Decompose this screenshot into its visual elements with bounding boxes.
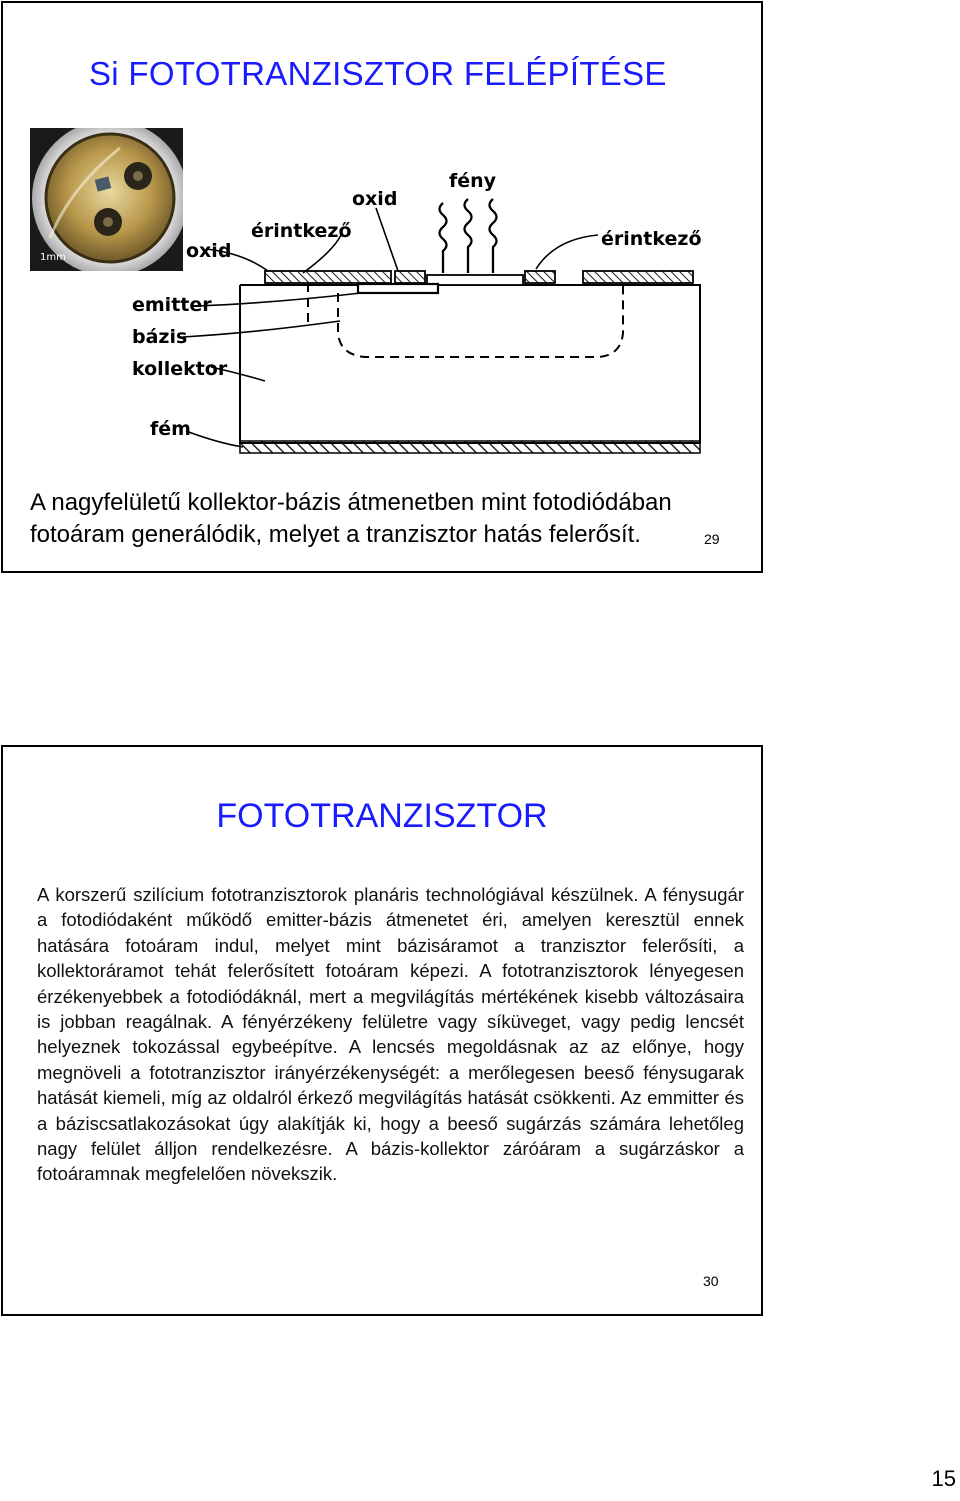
- slide-body-text: A korszerű szilícium fototranzisztorok planáris technológiával készülnek. A fénysugár a fotodiódaként működő emitter-bázis átmenetet éri, amelyen keresztül ennek hatására fotoáram indul, melyet mint bázisáramot a tranzisztor felerősíti, a kollektoráramot tehát felerősített fotoáram képezi. A fototranzisztorok lényegesen érzékenyebbek a fotodiódáknál, mert a megvilágítás mértékének kisebb változásaira is jobban reagálnak. A fényérzékeny felületre vagy síküveget, vagy pedig lencsét helyeznek tokozással egybeépítve. A lencsés megoldásnak az az előnye, hogy megnöveli a fototranzisztor irányérzékenységét: a merőlegesen beeső fénysugarak hatását kiemeli, míg az oldalról érkező megvilágítás hatását csökkenti. Az emmitter és a báziscsatlakozásokat úgy alakítják ki, hogy a beeső sugárzás számára lehetőleg nagy felület álljon rendelkezésre. A bázis-kollektor záróáram a sugárzáskor a fotoáramnak megfelelően növekszik.: [37, 884, 744, 1185]
- label-bazis: bázis: [132, 326, 188, 348]
- slide-29: [1, 1, 763, 573]
- phototransistor-cross-section-diagram: [123, 158, 713, 468]
- slide-title: FOTOTRANZISZTOR: [216, 797, 548, 835]
- slide-page-number: 30: [703, 1273, 719, 1289]
- label-erintkezo-right: érintkező: [601, 228, 702, 250]
- scale-label: 1mm: [40, 252, 66, 263]
- slide-title: Si FOTOTRANZISZTOR FELÉPÍTÉSE: [89, 55, 667, 92]
- light-rays: [440, 199, 497, 273]
- substrate: [240, 285, 700, 443]
- label-kollektor: kollektor: [132, 358, 228, 380]
- sheet-page-number: 15: [931, 1466, 956, 1491]
- label-erintkezo-left: érintkező: [251, 220, 352, 242]
- leader-lines: [183, 208, 598, 447]
- label-emitter: emitter: [132, 294, 212, 316]
- slide-page-number: 29: [704, 531, 720, 547]
- label-feny: fény: [449, 170, 497, 192]
- label-oxid-left: oxid: [186, 240, 232, 262]
- slide-caption: A nagyfelületű kollektor-bázis átmenetben mint fotodiódában fotoáram generálódik, melyet a tranzisztor hatás felerősít.: [30, 489, 672, 548]
- surface-layers: [265, 271, 693, 293]
- slide-30: [1, 745, 763, 1316]
- junction-boundaries: [308, 281, 623, 357]
- label-fem: fém: [150, 418, 191, 440]
- label-oxid-top: oxid: [352, 188, 398, 210]
- metal-layer: [240, 441, 700, 453]
